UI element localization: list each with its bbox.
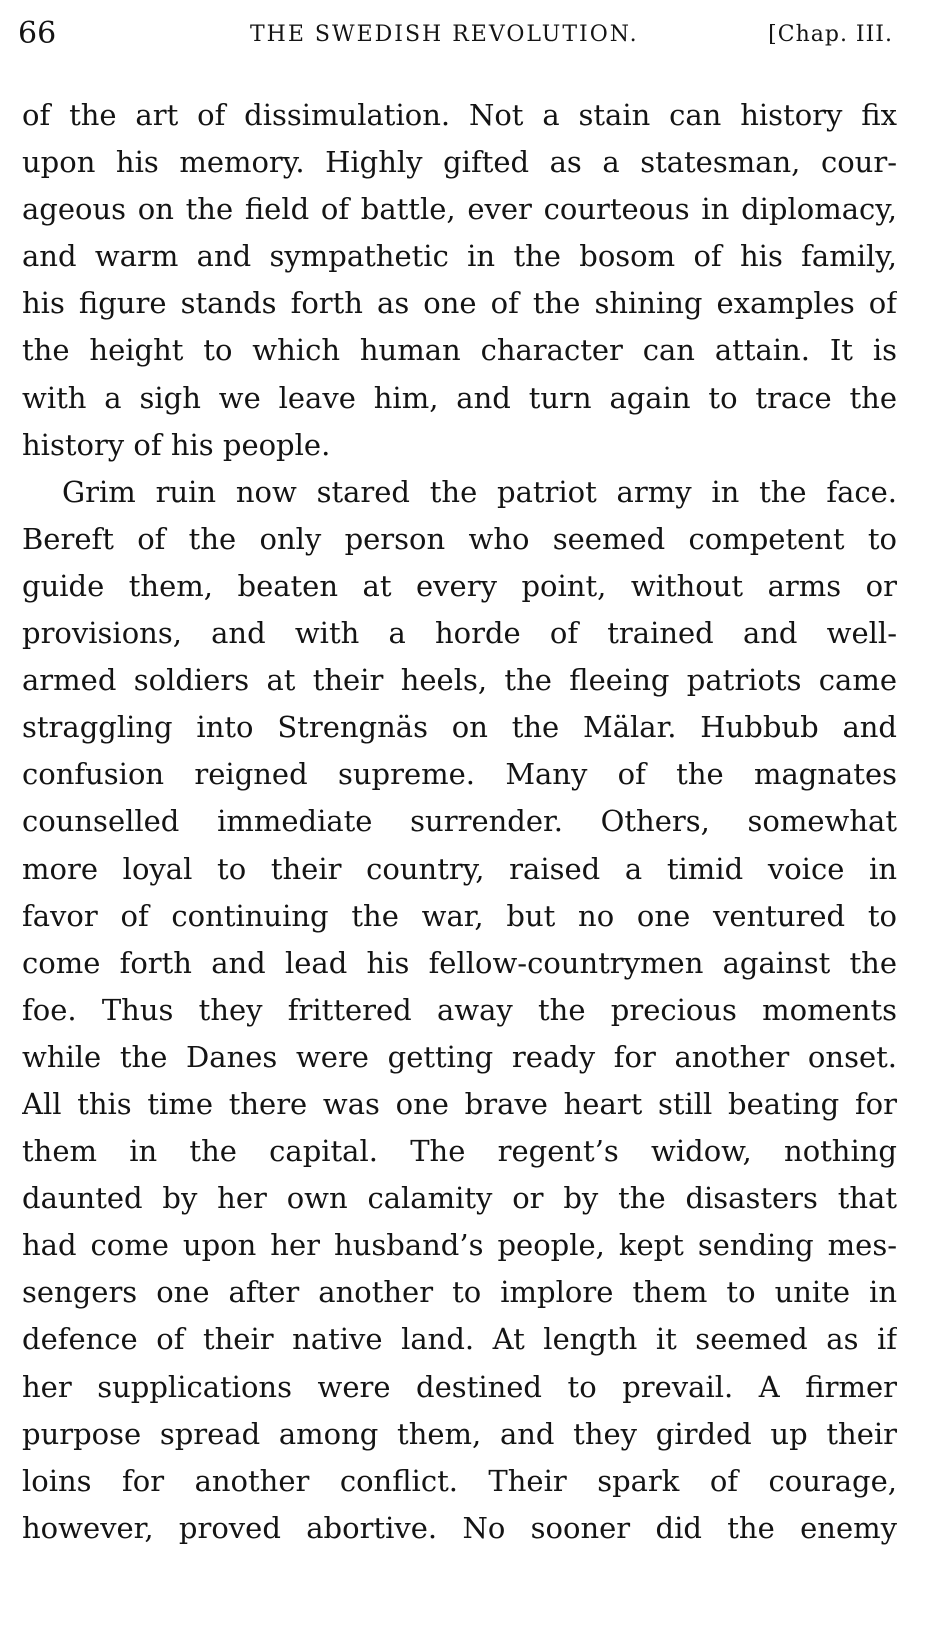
text-line: with a sigh we leave him, and turn again to trace the (22, 380, 897, 415)
paragraph-1 (22, 92, 897, 469)
text-line: sengers one after another to implore them to unite in (22, 1275, 897, 1310)
text-line: upon his memory. Highly gifted as a statesman, cour- (22, 145, 897, 180)
text-line: however, proved abortive. No sooner did the enemy (22, 1510, 897, 1545)
page-number: 66 (18, 16, 57, 51)
running-title: THE SWEDISH REVOLUTION. (250, 22, 639, 47)
paragraph-2 (22, 469, 897, 1552)
text-line: history of his people. (22, 427, 331, 462)
text-line: counselled immediate surrender. Others, somewhat (22, 804, 897, 839)
body-text (22, 92, 897, 1552)
text-line: straggling into Strengnäs on the Mälar. Hubbub and (22, 710, 897, 745)
text-line: armed soldiers at their heels, the fleeing patriots came (22, 663, 897, 698)
text-line: his figure stands forth as one of the shining examples of (22, 286, 897, 321)
text-line: confusion reigned supreme. Many of the magnates (22, 757, 897, 792)
text-line: favor of continuing the war, but no one ventured to (22, 898, 897, 933)
text-line: defence of their native land. At length it seemed as if (22, 1322, 897, 1357)
text-line: guide them, beaten at every point, without arms or (22, 568, 897, 603)
text-line: her supplications were destined to prevail. A firmer (22, 1369, 897, 1404)
text-line: daunted by her own calamity or by the disasters that (22, 1181, 897, 1216)
text-line: foe. Thus they frittered away the precious moments (22, 992, 897, 1027)
text-line: Bereft of the only person who seemed competent to (22, 521, 897, 556)
text-line: them in the capital. The regent’s widow, nothing (22, 1134, 897, 1169)
text-line: and warm and sympathetic in the bosom of his family, (22, 239, 897, 274)
text-line: ageous on the field of battle, ever courteous in diplomacy, (22, 192, 897, 227)
running-header (18, 12, 893, 62)
text-line: All this time there was one brave heart still beating for (22, 1086, 897, 1121)
text-line: loins for another conflict. Their spark of courage, (22, 1463, 897, 1498)
text-line: while the Danes were getting ready for another onset. (22, 1039, 897, 1074)
text-line: more loyal to their country, raised a timid voice in (22, 851, 897, 886)
text-line: come forth and lead his fellow-countrymen against the (22, 945, 897, 980)
text-line: had come upon her husband’s people, kept sending mes- (22, 1228, 897, 1263)
text-line: provisions, and with a horde of trained and well- (22, 616, 897, 651)
chapter-reference: [Chap. III. (768, 22, 893, 47)
text-line: purpose spread among them, and they girded up their (22, 1416, 897, 1451)
text-line: the height to which human character can attain. It is (22, 333, 897, 368)
text-line: Grim ruin now stared the patriot army in the face. (62, 474, 897, 509)
text-line: of the art of dissimulation. Not a stain can history fix (22, 98, 897, 132)
